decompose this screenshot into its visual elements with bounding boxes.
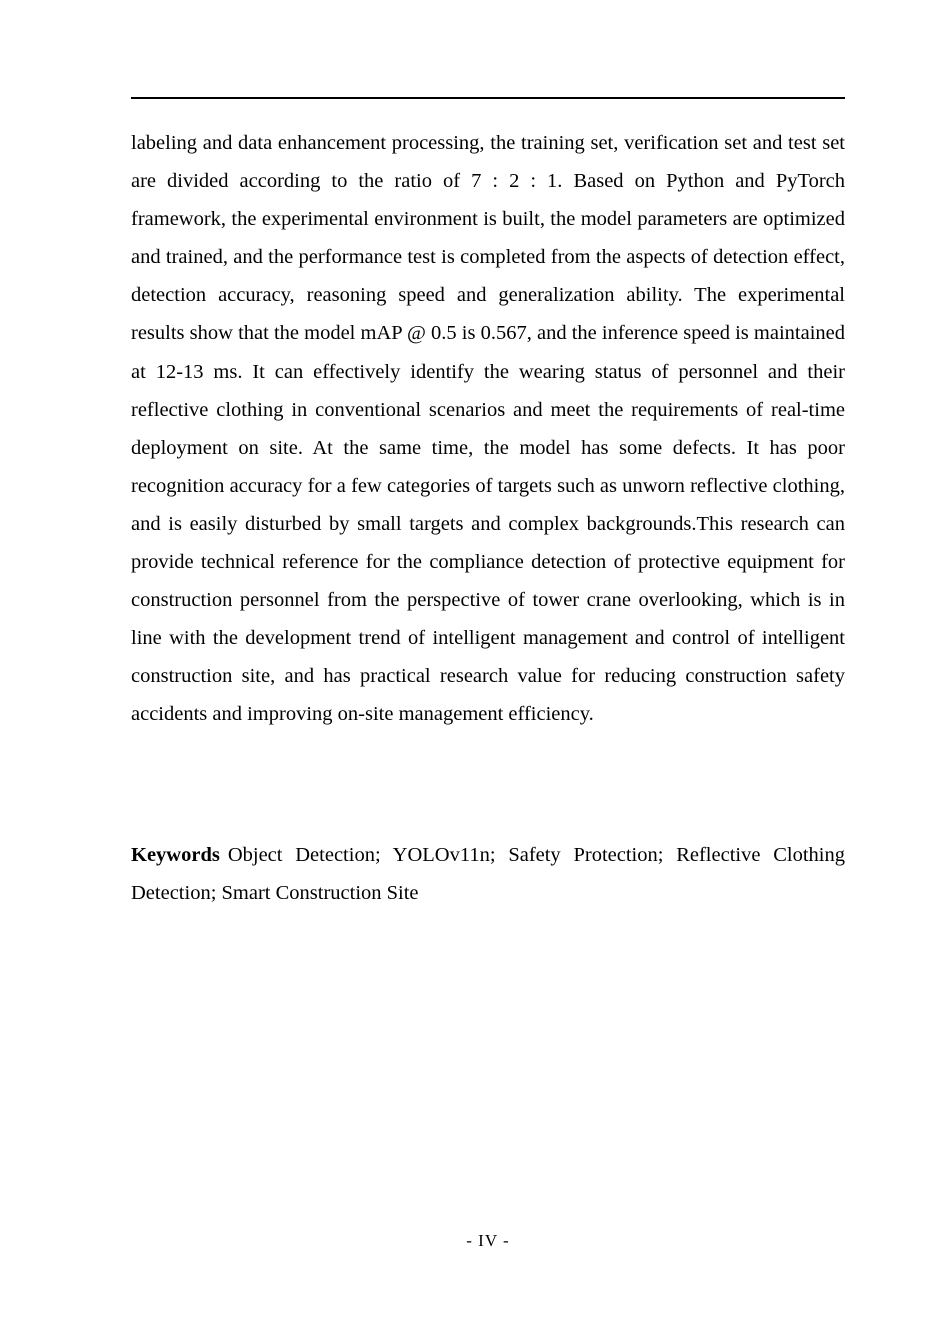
keywords-label: Keywords bbox=[131, 844, 220, 866]
header-rule bbox=[131, 97, 845, 99]
keywords-text: Object Detection; YOLOv11n; Safety Protection; Reflective Clothing Detection; Smart Construction Site bbox=[131, 844, 845, 905]
page-number: - IV - bbox=[466, 1231, 510, 1250]
keywords-line bbox=[131, 836, 845, 912]
abstract-paragraph: labeling and data enhancement processing, the training set, verification set and test set are divided according to the ratio of 7 : 2 : 1. Based on Python and PyTorch framework, the experimental environment is built, the model parameters are optimized and trained, and the performance test is completed from the aspects of detection effect, detection accuracy, reasoning speed and generalization ability. The experimental results show that the model mAP @ 0.5 is 0.567, and the inference speed is maintained at 12-13 ms. It can effectively identify the wearing status of personnel and their reflective clothing in conventional scenarios and meet the requirements of real-time deployment on site. At the same time, the model has some defects. It has poor recognition accuracy for a few categories of targets such as unworn reflective clothing, and is easily disturbed by small targets and complex backgrounds.This research can provide technical reference for the compliance detection of protective equipment for construction personnel from the perspective of tower crane overlooking, which is in line with the development trend of intelligent management and control of intelligent construction site, and has practical research value for reducing construction safety accidents and improving on-site management efficiency. bbox=[131, 132, 845, 726]
